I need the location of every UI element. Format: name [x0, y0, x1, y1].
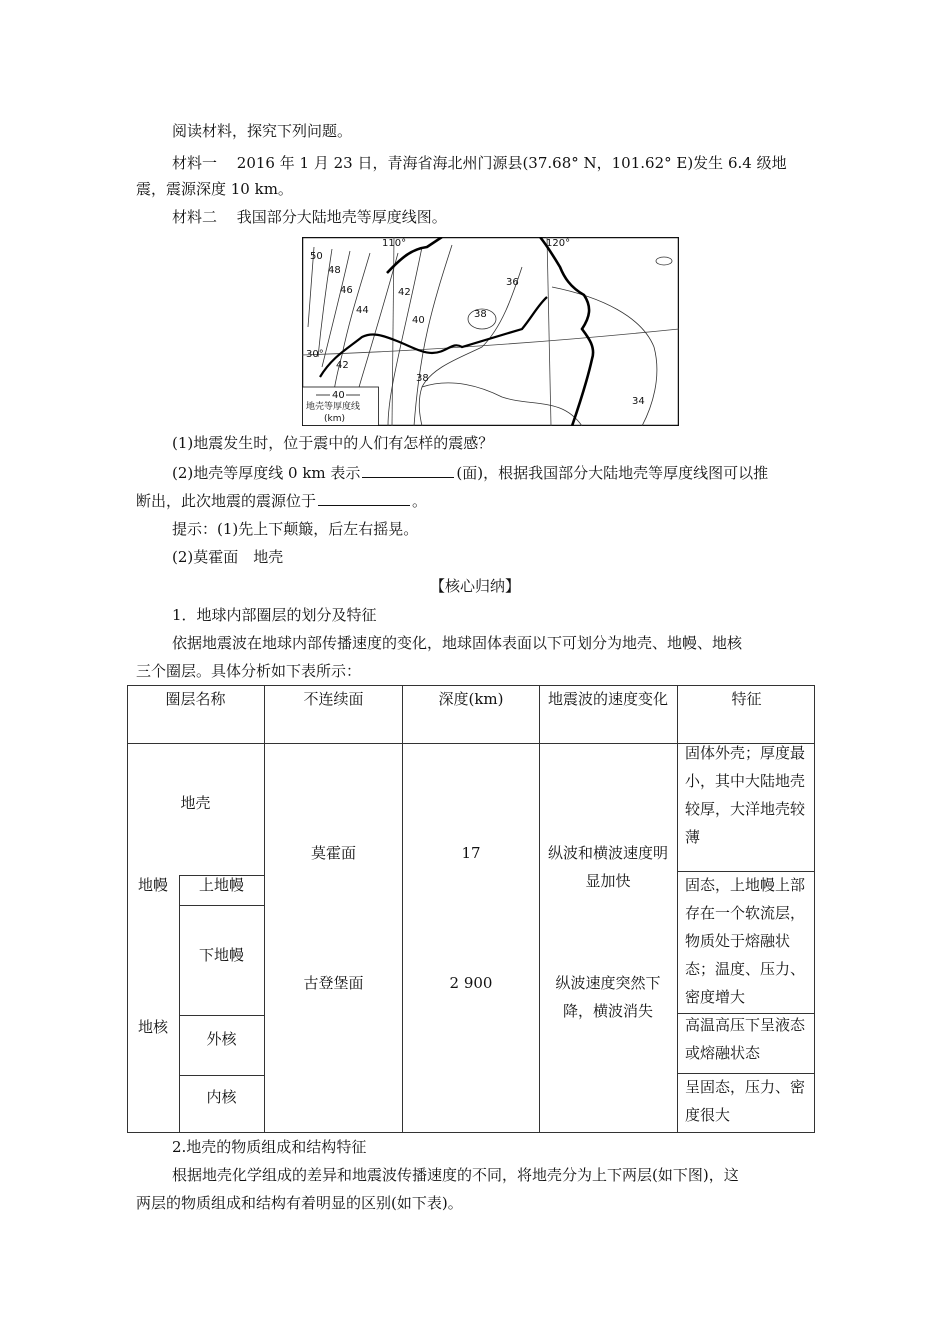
legend-unit: (km)	[324, 414, 346, 424]
cell-gutenberg-change: 纵波速度突然下降，横波消失	[555, 974, 661, 1020]
answer-blank-2[interactable]	[318, 491, 410, 506]
contour-label: 38	[474, 309, 487, 320]
header-discontinuity: 不连续面	[303, 690, 364, 708]
map-svg	[302, 237, 679, 426]
question-1: (1)地震发生时，位于震中的人们有怎样的震感？	[172, 434, 494, 452]
lon-label-110: 110°	[382, 238, 407, 249]
intro-lead: 阅读材料，探究下列问题。	[172, 122, 353, 140]
header-depth: 深度(km)	[438, 690, 504, 708]
lon-label-120: 120°	[546, 238, 571, 249]
contour-label: 42	[398, 287, 411, 298]
cell-outer-core: 外核	[206, 1030, 237, 1048]
cell-gutenberg: 古登堡面	[303, 974, 364, 992]
cell-outer-core-feature: 高温高压下呈液态或熔融状态	[685, 1016, 806, 1062]
cell-mantle: 地幔	[137, 876, 168, 894]
section-1-text-cont: 三个圈层。具体分析如下表所示：	[136, 662, 362, 680]
cell-moho-depth: 17	[461, 844, 481, 862]
material2-label: 材料二	[172, 208, 218, 226]
material1-line	[172, 152, 787, 174]
crust-thickness-map	[302, 237, 679, 426]
cell-moho: 莫霍面	[310, 844, 356, 862]
cell-crust: 地壳	[180, 794, 211, 812]
header-wave-change: 地震波的速度变化	[547, 690, 668, 708]
cell-lower-mantle: 下地幔	[198, 946, 244, 964]
section-1-text: 依据地震波在地球内部传播速度的变化，地球固体表面以下可划分为地壳、地幔、地核	[172, 634, 743, 652]
material1-text-cont: 震，震源深度 10 km。	[136, 180, 293, 198]
question-2-part-d: 。	[412, 492, 428, 510]
cell-core: 地核	[137, 1018, 168, 1036]
material1-text: 2016 年 1 月 23 日，青海省海北州门源县(37.68° N，101.62° E)发生 6.4 级地	[236, 154, 787, 172]
material2-text: 我国部分大陆地壳等厚度线图。	[236, 208, 447, 226]
cell-gutenberg-depth: 2 900	[449, 974, 493, 992]
cell-upper-mantle: 上地幔	[198, 876, 244, 894]
legend-text: 地壳等厚度线	[306, 402, 361, 412]
hint-1: 提示：(1)先上下颠簸，后左右摇晃。	[172, 520, 419, 538]
lat-label-30: 30°	[306, 349, 324, 360]
answer-blank-1[interactable]	[362, 463, 454, 478]
contour-label: 42	[336, 360, 349, 371]
header-feature: 特征	[731, 690, 762, 708]
question-2-cont	[136, 490, 427, 512]
contour-label: 34	[632, 396, 645, 407]
hint-2: (2)莫霍面 地壳	[172, 548, 284, 566]
material2-line	[172, 206, 447, 228]
section-1-title: 1．地球内部圈层的划分及特征	[172, 606, 377, 624]
section-2-text: 根据地壳化学组成的差异和地震波传播速度的不同，将地壳分为上下两层(如下图)，这	[172, 1166, 739, 1184]
summary-heading: 【核心归纳】	[429, 577, 520, 595]
contour-label: 48	[328, 265, 341, 276]
contour-label: 40	[412, 315, 425, 326]
cell-inner-core: 内核	[206, 1088, 237, 1106]
cell-crust-feature: 固体外壳；厚度最小，其中大陆地壳较厚，大洋地壳较薄	[685, 744, 806, 846]
material1-label: 材料一	[172, 154, 218, 172]
question-2-part-b: (面)，根据我国部分大陆地壳等厚度线图可以推	[456, 464, 769, 482]
question-2-part-c: 断出，此次地震的震源位于	[136, 492, 317, 510]
contour-label: 50	[310, 251, 323, 262]
question-2	[172, 462, 768, 484]
section-2-text-cont: 两层的物质组成和结构有着明显的区别(如下表)。	[136, 1194, 463, 1212]
header-layer-name: 圈层名称	[165, 690, 226, 708]
contour-label: 38	[416, 373, 429, 384]
contour-label: 36	[506, 277, 519, 288]
cell-inner-core-feature: 呈固态，压力、密度很大	[685, 1078, 806, 1124]
cell-moho-change: 纵波和横波速度明显加快	[547, 844, 668, 890]
question-2-part-a: (2)地壳等厚度线 0 km 表示	[172, 464, 361, 482]
legend-value: 40	[332, 390, 345, 401]
cell-mantle-feature: 固态，上地幔上部存在一个软流层，物质处于熔融状态；温度、压力、密度增大	[685, 876, 806, 1006]
contour-label: 44	[356, 305, 369, 316]
section-2-title: 2.地壳的物质组成和结构特征	[172, 1138, 367, 1156]
contour-label: 46	[340, 285, 353, 296]
earth-layers-table	[127, 685, 815, 1133]
